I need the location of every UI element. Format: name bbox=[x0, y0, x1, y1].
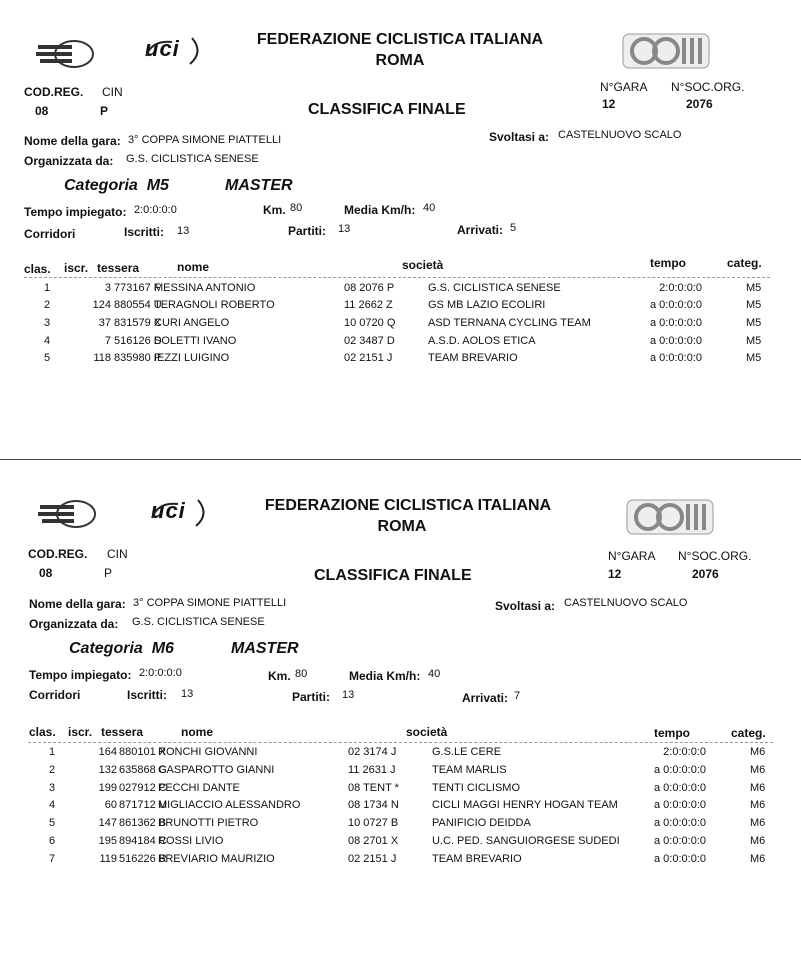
registered-label: Iscritti: bbox=[127, 688, 168, 702]
riders-label: Corridori bbox=[24, 227, 76, 241]
col-societa: società bbox=[402, 258, 444, 272]
cell-iscr: 119 bbox=[99, 853, 117, 865]
cell-codsoc: 02 3487 D bbox=[344, 335, 395, 347]
cell-tessera: 835980 P bbox=[114, 352, 162, 364]
result-sheet-m6 bbox=[0, 466, 801, 896]
federation-city: ROMA bbox=[375, 52, 425, 69]
cod-reg-label: COD.REG. bbox=[28, 547, 88, 561]
cell-nome: CURI ANGELO bbox=[154, 317, 230, 329]
table-row bbox=[0, 853, 801, 871]
cell-categ: M6 bbox=[750, 782, 766, 794]
col-nome: nome bbox=[181, 725, 214, 739]
km-value: 80 bbox=[295, 668, 308, 680]
cell-societa: GS MB LAZIO ECOLIRI bbox=[428, 299, 546, 311]
ngara-value: 12 bbox=[608, 567, 622, 581]
cell-clas: 1 bbox=[49, 746, 56, 758]
avg-speed-value: 40 bbox=[423, 202, 436, 214]
registered-value: 13 bbox=[177, 225, 190, 237]
uci-logo-icon: uci bbox=[151, 498, 186, 523]
cell-tessera: 894184 C bbox=[119, 835, 167, 847]
uci-arc-icon bbox=[148, 496, 210, 530]
cell-clas: 3 bbox=[49, 782, 56, 794]
avg-speed-label: Media Km/h: bbox=[344, 203, 416, 217]
cell-societa: A.S.D. AOLOS ETICA bbox=[428, 335, 536, 347]
nsoc-value: 2076 bbox=[692, 567, 719, 581]
coni-logo-icon bbox=[622, 32, 710, 70]
cell-tempo: a 0:0:0:0:0 bbox=[654, 799, 706, 811]
cell-categ: M6 bbox=[750, 835, 766, 847]
cell-tempo: a 0:0:0:0:0 bbox=[654, 764, 706, 776]
cell-nome: TERAGNOLI ROBERTO bbox=[154, 299, 275, 311]
fci-logo-icon bbox=[34, 38, 96, 70]
cin-value: P bbox=[104, 566, 113, 580]
page-title: CLASSIFICA FINALE bbox=[314, 567, 472, 584]
cin-label: CIN bbox=[107, 547, 128, 561]
cell-iscr: 124 bbox=[92, 299, 111, 311]
cell-nome: ROSSI LIVIO bbox=[158, 835, 224, 847]
cell-categ: M6 bbox=[750, 764, 766, 776]
table-row bbox=[0, 817, 801, 835]
cell-societa: PANIFICIO DEIDDA bbox=[432, 817, 531, 829]
col-societa: società bbox=[406, 725, 448, 739]
cell-societa: U.C. PED. SANGUIORGESE SUDEDI bbox=[432, 835, 620, 847]
cell-iscr: 164 bbox=[98, 746, 117, 758]
cell-tempo: a 0:0:0:0:0 bbox=[650, 335, 702, 347]
header-rule bbox=[28, 742, 773, 743]
venue-label: Svoltasi a: bbox=[489, 130, 550, 144]
cell-tempo: a 0:0:0:0:0 bbox=[654, 782, 706, 794]
cell-tessera: 861362 B bbox=[119, 817, 167, 829]
cell-tessera: 880101 X bbox=[119, 746, 167, 758]
col-iscr: iscr. bbox=[68, 725, 93, 739]
cell-clas: 4 bbox=[49, 799, 56, 811]
cell-nome: RONCHI GIOVANNI bbox=[158, 746, 258, 758]
uci-logo-icon: uci bbox=[145, 36, 180, 61]
federation-name: FEDERAZIONE CICLISTICA ITALIANA bbox=[264, 497, 552, 514]
cell-nome: MIGLIACCIO ALESSANDRO bbox=[158, 799, 301, 811]
started-label: Partiti: bbox=[288, 224, 327, 238]
started-label: Partiti: bbox=[292, 690, 331, 704]
cell-societa: G.S.LE CERE bbox=[432, 746, 502, 758]
page-divider bbox=[0, 459, 801, 460]
cell-codsoc: 11 2662 Z bbox=[344, 299, 393, 311]
ngara-value: 12 bbox=[602, 97, 616, 111]
cell-clas: 1 bbox=[44, 282, 51, 294]
cell-societa: TENTI CICLISMO bbox=[432, 782, 521, 794]
cell-categ: M5 bbox=[746, 299, 762, 311]
nsoc-label: N°SOC.ORG. bbox=[678, 549, 752, 563]
cell-societa: TEAM BREVARIO bbox=[428, 352, 518, 364]
cell-tempo: 2:0:0:0:0 bbox=[663, 746, 706, 758]
cell-iscr: 147 bbox=[98, 817, 117, 829]
organizer-label: Organizzata da: bbox=[24, 154, 114, 168]
cell-categ: M6 bbox=[750, 817, 766, 829]
cell-iscr: 60 bbox=[104, 799, 117, 811]
organizer-value: G.S. CICLISTICA SENESE bbox=[126, 153, 259, 165]
cell-codsoc: 10 0720 Q bbox=[344, 317, 396, 329]
cell-clas: 2 bbox=[44, 299, 51, 311]
table-row bbox=[0, 299, 801, 317]
cod-reg-value: 08 bbox=[35, 104, 49, 118]
cell-clas: 5 bbox=[44, 352, 51, 364]
cell-societa: ASD TERNANA CYCLING TEAM bbox=[428, 317, 591, 329]
category-title: Categoria M5 bbox=[64, 177, 169, 194]
result-sheet-m5 bbox=[0, 0, 801, 430]
table-row bbox=[0, 835, 801, 853]
cell-tessera: 635868 C bbox=[119, 764, 167, 776]
cell-nome: PECCHI DANTE bbox=[158, 782, 240, 794]
cell-iscr: 3 bbox=[104, 282, 111, 294]
cell-societa: TEAM MARLIS bbox=[432, 764, 507, 776]
cell-nome: MESSINA ANTONIO bbox=[154, 282, 256, 294]
cell-societa: TEAM BREVARIO bbox=[432, 853, 522, 865]
cell-clas: 2 bbox=[49, 764, 56, 776]
cell-clas: 7 bbox=[49, 853, 56, 865]
cell-societa: CICLI MAGGI HENRY HOGAN TEAM bbox=[432, 799, 618, 811]
cell-tessera: 871712 U bbox=[119, 799, 167, 811]
cell-categ: M6 bbox=[750, 746, 766, 758]
time-value: 2:0:0:0:0 bbox=[139, 667, 182, 679]
started-value: 13 bbox=[338, 223, 351, 235]
nsoc-value: 2076 bbox=[686, 97, 713, 111]
table-row bbox=[0, 352, 801, 370]
cell-clas: 3 bbox=[44, 317, 51, 329]
table-row bbox=[0, 282, 801, 300]
cod-reg-label: COD.REG. bbox=[24, 85, 84, 99]
category-title: Categoria M6 bbox=[69, 640, 174, 657]
cell-codsoc: 02 3174 J bbox=[348, 746, 397, 758]
cell-tempo: a 0:0:0:0:0 bbox=[650, 352, 702, 364]
cell-categ: M5 bbox=[746, 317, 762, 329]
cell-categ: M5 bbox=[746, 335, 762, 347]
header-rule bbox=[24, 277, 770, 278]
cin-label: CIN bbox=[102, 85, 123, 99]
venue-value: CASTELNUOVO SCALO bbox=[564, 597, 688, 609]
cell-categ: M6 bbox=[750, 853, 766, 865]
cell-clas: 6 bbox=[49, 835, 56, 847]
cell-tempo: 2:0:0:0:0 bbox=[659, 282, 702, 294]
cell-iscr: 195 bbox=[98, 835, 117, 847]
cell-clas: 5 bbox=[49, 817, 56, 829]
cell-codsoc: 08 2076 P bbox=[344, 282, 395, 294]
cell-tessera: 516226 R bbox=[119, 853, 167, 865]
venue-label: Svoltasi a: bbox=[495, 599, 556, 613]
cell-codsoc: 02 2151 J bbox=[348, 853, 397, 865]
km-label: Km. bbox=[268, 669, 291, 683]
nsoc-label: N°SOC.ORG. bbox=[671, 80, 745, 94]
cell-tessera: 880554 U bbox=[114, 299, 162, 311]
avg-speed-label: Media Km/h: bbox=[349, 669, 421, 683]
cell-codsoc: 08 2701 X bbox=[348, 835, 399, 847]
cell-categ: M5 bbox=[746, 352, 762, 364]
cell-codsoc: 08 TENT * bbox=[348, 782, 399, 794]
col-clas: clas. bbox=[24, 262, 51, 276]
cell-iscr: 118 bbox=[93, 352, 111, 364]
cell-tempo: a 0:0:0:0:0 bbox=[654, 835, 706, 847]
venue-value: CASTELNUOVO SCALO bbox=[558, 129, 682, 141]
cell-tempo: a 0:0:0:0:0 bbox=[650, 299, 702, 311]
cell-nome: BRUNOTTI PIETRO bbox=[158, 817, 259, 829]
cell-tempo: a 0:0:0:0:0 bbox=[654, 817, 706, 829]
cell-tessera: 773167 F bbox=[114, 282, 161, 294]
organizer-value: G.S. CICLISTICA SENESE bbox=[132, 616, 265, 628]
cell-codsoc: 02 2151 J bbox=[344, 352, 393, 364]
finished-value: 7 bbox=[514, 690, 521, 702]
federation-city: ROMA bbox=[377, 518, 427, 535]
col-iscr: iscr. bbox=[64, 261, 89, 275]
table-row bbox=[0, 317, 801, 335]
category-master: MASTER bbox=[231, 640, 299, 657]
col-tempo: tempo bbox=[650, 256, 686, 270]
race-name-value: 3° COPPA SIMONE PIATTELLI bbox=[133, 597, 287, 609]
ngara-label: N°GARA bbox=[608, 549, 656, 563]
cell-nome: IEZZI LUIGINO bbox=[154, 352, 230, 364]
cell-codsoc: 08 1734 N bbox=[348, 799, 399, 811]
riders-label: Corridori bbox=[29, 688, 81, 702]
time-value: 2:0:0:0:0 bbox=[134, 204, 177, 216]
race-name-label: Nome della gara: bbox=[29, 597, 126, 611]
cell-tessera: 027912 C bbox=[119, 782, 167, 794]
uci-arc-icon bbox=[142, 34, 204, 68]
finished-label: Arrivati: bbox=[457, 223, 504, 237]
col-clas: clas. bbox=[29, 725, 56, 739]
col-categ: categ. bbox=[727, 256, 762, 270]
ngara-label: N°GARA bbox=[600, 80, 648, 94]
cell-societa: G.S. CICLISTICA SENESE bbox=[428, 282, 561, 294]
registered-value: 13 bbox=[181, 688, 194, 700]
fci-logo-icon bbox=[36, 498, 98, 530]
cell-tessera: 516126 D bbox=[114, 335, 162, 347]
registered-label: Iscritti: bbox=[124, 225, 165, 239]
cell-categ: M5 bbox=[746, 282, 762, 294]
table-row bbox=[0, 335, 801, 353]
cell-iscr: 199 bbox=[98, 782, 117, 794]
km-label: Km. bbox=[263, 203, 286, 217]
cell-clas: 4 bbox=[44, 335, 51, 347]
cod-reg-value: 08 bbox=[39, 566, 53, 580]
avg-speed-value: 40 bbox=[428, 668, 441, 680]
col-tessera: tessera bbox=[97, 261, 140, 275]
cell-categ: M6 bbox=[750, 799, 766, 811]
cell-tessera: 831579 X bbox=[114, 317, 162, 329]
race-name-label: Nome della gara: bbox=[24, 134, 121, 148]
category-master: MASTER bbox=[225, 177, 293, 194]
table-row bbox=[0, 746, 801, 764]
cell-nome: BREVIARIO MAURIZIO bbox=[158, 853, 275, 865]
cell-nome: GASPAROTTO GIANNI bbox=[158, 764, 275, 776]
cell-codsoc: 10 0727 B bbox=[348, 817, 399, 829]
time-label: Tempo impiegato: bbox=[29, 668, 132, 682]
finished-label: Arrivati: bbox=[462, 691, 509, 705]
coni-logo-icon bbox=[626, 498, 714, 536]
started-value: 13 bbox=[342, 689, 355, 701]
table-row bbox=[0, 782, 801, 800]
col-tempo: tempo bbox=[654, 726, 690, 740]
table-row bbox=[0, 764, 801, 782]
cell-codsoc: 11 2631 J bbox=[348, 764, 396, 776]
km-value: 80 bbox=[290, 202, 303, 214]
cell-iscr: 132 bbox=[98, 764, 117, 776]
table-row bbox=[0, 799, 801, 817]
cell-iscr: 7 bbox=[104, 335, 111, 347]
cell-tempo: a 0:0:0:0:0 bbox=[654, 853, 706, 865]
race-name-value: 3° COPPA SIMONE PIATTELLI bbox=[128, 134, 282, 146]
cin-value: P bbox=[100, 104, 109, 118]
finished-value: 5 bbox=[510, 222, 517, 234]
organizer-label: Organizzata da: bbox=[29, 617, 119, 631]
cell-iscr: 37 bbox=[98, 317, 111, 329]
col-tessera: tessera bbox=[101, 725, 144, 739]
col-nome: nome bbox=[177, 260, 210, 274]
cell-tempo: a 0:0:0:0:0 bbox=[650, 317, 702, 329]
federation-name: FEDERAZIONE CICLISTICA ITALIANA bbox=[256, 31, 544, 48]
page-title: CLASSIFICA FINALE bbox=[308, 101, 466, 118]
col-categ: categ. bbox=[731, 726, 766, 740]
cell-nome: SOLETTI IVANO bbox=[154, 335, 237, 347]
time-label: Tempo impiegato: bbox=[24, 205, 127, 219]
